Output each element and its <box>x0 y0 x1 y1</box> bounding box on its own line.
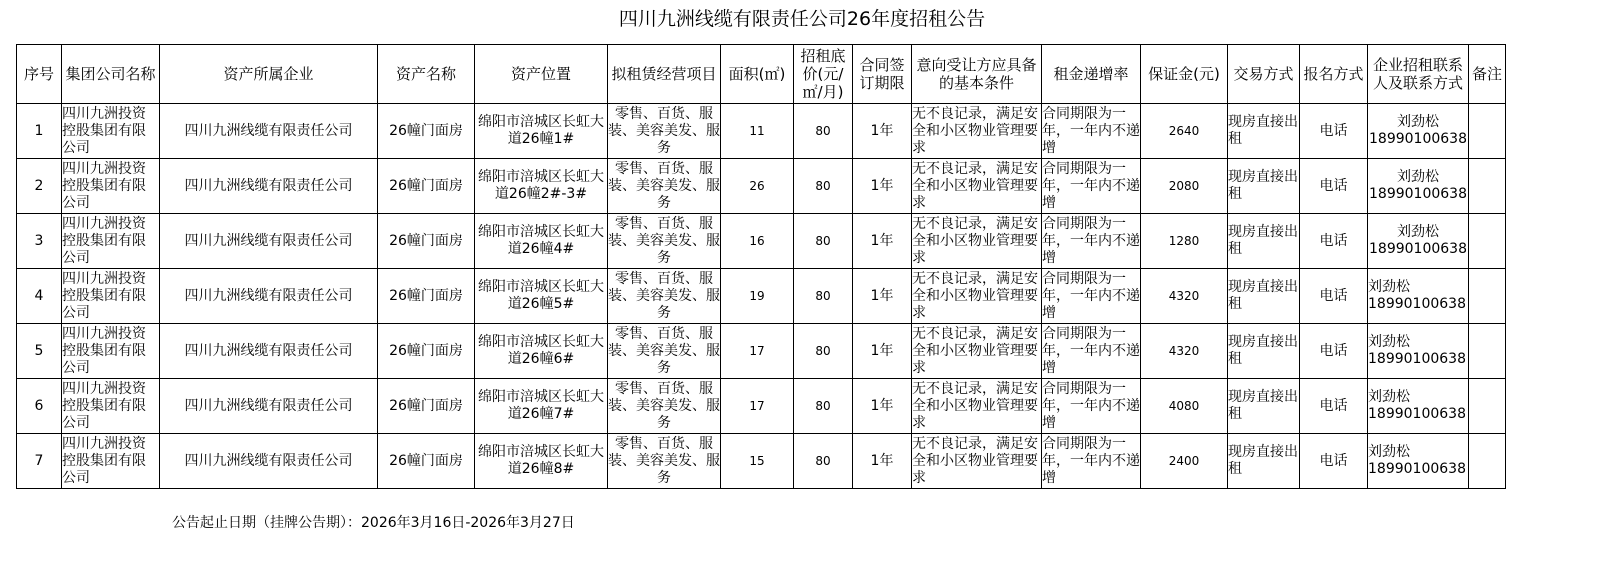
contact-name: 刘劲松 <box>1397 169 1439 185</box>
cell-price: 80 <box>794 434 853 489</box>
cell-trade: 现房直接出租 <box>1228 434 1300 489</box>
cell-trade: 现房直接出租 <box>1228 379 1300 434</box>
cell-asset: 26幢门面房 <box>378 434 475 489</box>
cell-contact <box>1368 324 1469 379</box>
cell-signup: 电话 <box>1300 104 1368 159</box>
contact-name: 刘劲松 <box>1368 334 1410 350</box>
cell-note <box>1469 159 1506 214</box>
cell-price: 80 <box>794 379 853 434</box>
cell-no: 3 <box>17 214 62 269</box>
cell-price: 80 <box>794 159 853 214</box>
cell-group: 四川九洲投资控股集团有限公司 <box>62 434 160 489</box>
cell-signup: 电话 <box>1300 324 1368 379</box>
cell-conditions: 无不良记录，满足安全和小区物业管理要求 <box>912 159 1042 214</box>
cell-asset: 26幢门面房 <box>378 324 475 379</box>
cell-price: 80 <box>794 324 853 379</box>
cell-deposit: 2640 <box>1141 104 1228 159</box>
cell-company: 四川九洲线缆有限责任公司 <box>160 214 378 269</box>
cell-note <box>1469 104 1506 159</box>
header-business: 拟租赁经营项目 <box>608 45 721 104</box>
cell-note <box>1469 434 1506 489</box>
cell-trade: 现房直接出租 <box>1228 214 1300 269</box>
cell-asset: 26幢门面房 <box>378 214 475 269</box>
cell-term: 1年 <box>853 379 912 434</box>
contact-name: 刘劲松 <box>1397 114 1439 130</box>
cell-business: 零售、百货、服装、美容美发、服务 <box>608 324 721 379</box>
table-row <box>17 324 1506 379</box>
cell-conditions: 无不良记录，满足安全和小区物业管理要求 <box>912 214 1042 269</box>
header-term: 合同签订期限 <box>853 45 912 104</box>
cell-no: 1 <box>17 104 62 159</box>
header-company: 资产所属企业 <box>160 45 378 104</box>
cell-group: 四川九洲投资控股集团有限公司 <box>62 214 160 269</box>
table-header-row <box>17 45 1506 104</box>
contact-name: 刘劲松 <box>1368 389 1410 405</box>
header-note: 备注 <box>1469 45 1506 104</box>
cell-group: 四川九洲投资控股集团有限公司 <box>62 324 160 379</box>
cell-conditions: 无不良记录，满足安全和小区物业管理要求 <box>912 379 1042 434</box>
cell-term: 1年 <box>853 159 912 214</box>
cell-no: 2 <box>17 159 62 214</box>
cell-business: 零售、百货、服装、美容美发、服务 <box>608 379 721 434</box>
table-row <box>17 159 1506 214</box>
cell-contact <box>1368 214 1469 269</box>
cell-conditions: 无不良记录，满足安全和小区物业管理要求 <box>912 104 1042 159</box>
cell-asset: 26幢门面房 <box>378 104 475 159</box>
cell-area: 19 <box>721 269 794 324</box>
contact-phone: 18990100638 <box>1369 131 1467 147</box>
cell-note <box>1469 379 1506 434</box>
cell-company: 四川九洲线缆有限责任公司 <box>160 104 378 159</box>
cell-no: 5 <box>17 324 62 379</box>
cell-signup: 电话 <box>1300 214 1368 269</box>
cell-increase: 合同期限为一年，一年内不递增 <box>1042 324 1141 379</box>
header-location: 资产位置 <box>475 45 608 104</box>
cell-area: 17 <box>721 324 794 379</box>
table-row <box>17 104 1506 159</box>
cell-company: 四川九洲线缆有限责任公司 <box>160 379 378 434</box>
cell-location: 绵阳市涪城区长虹大道26幢1# <box>475 104 608 159</box>
cell-price: 80 <box>794 214 853 269</box>
page-title: 四川九洲线缆有限责任公司26年度招租公告 <box>618 8 986 30</box>
cell-note <box>1469 269 1506 324</box>
cell-group: 四川九洲投资控股集团有限公司 <box>62 379 160 434</box>
table-row <box>17 214 1506 269</box>
cell-price: 80 <box>794 104 853 159</box>
header-deposit: 保证金(元) <box>1141 45 1228 104</box>
cell-conditions: 无不良记录，满足安全和小区物业管理要求 <box>912 269 1042 324</box>
header-trade: 交易方式 <box>1228 45 1300 104</box>
contact-phone: 18990100638 <box>1368 461 1466 477</box>
announcement-period: 公告起止日期（挂牌公告期）：2026年3月16日-2026年3月27日 <box>172 515 575 531</box>
cell-increase: 合同期限为一年，一年内不递增 <box>1042 269 1141 324</box>
cell-deposit: 1280 <box>1141 214 1228 269</box>
cell-group: 四川九洲投资控股集团有限公司 <box>62 159 160 214</box>
cell-company: 四川九洲线缆有限责任公司 <box>160 269 378 324</box>
cell-company: 四川九洲线缆有限责任公司 <box>160 324 378 379</box>
contact-phone: 18990100638 <box>1369 241 1467 257</box>
cell-term: 1年 <box>853 324 912 379</box>
cell-increase: 合同期限为一年，一年内不递增 <box>1042 379 1141 434</box>
cell-location: 绵阳市涪城区长虹大道26幢2#-3# <box>475 159 608 214</box>
cell-deposit: 4320 <box>1141 269 1228 324</box>
cell-location: 绵阳市涪城区长虹大道26幢6# <box>475 324 608 379</box>
rental-table <box>16 44 1506 489</box>
cell-trade: 现房直接出租 <box>1228 324 1300 379</box>
cell-signup: 电话 <box>1300 379 1368 434</box>
cell-note <box>1469 214 1506 269</box>
cell-company: 四川九洲线缆有限责任公司 <box>160 159 378 214</box>
contact-phone: 18990100638 <box>1369 186 1467 202</box>
cell-business: 零售、百货、服装、美容美发、服务 <box>608 269 721 324</box>
cell-signup: 电话 <box>1300 159 1368 214</box>
cell-increase: 合同期限为一年，一年内不递增 <box>1042 214 1141 269</box>
cell-no: 7 <box>17 434 62 489</box>
cell-no: 4 <box>17 269 62 324</box>
cell-area: 16 <box>721 214 794 269</box>
header-price: 招租底价(元/㎡/月) <box>794 45 853 104</box>
cell-group: 四川九洲投资控股集团有限公司 <box>62 104 160 159</box>
cell-asset: 26幢门面房 <box>378 379 475 434</box>
cell-term: 1年 <box>853 214 912 269</box>
contact-phone: 18990100638 <box>1368 406 1466 422</box>
contact-name: 刘劲松 <box>1397 224 1439 240</box>
cell-location: 绵阳市涪城区长虹大道26幢7# <box>475 379 608 434</box>
table-row <box>17 434 1506 489</box>
cell-note <box>1469 324 1506 379</box>
cell-business: 零售、百货、服装、美容美发、服务 <box>608 434 721 489</box>
header-conditions: 意向受让方应具备的基本条件 <box>912 45 1042 104</box>
cell-area: 26 <box>721 159 794 214</box>
cell-asset: 26幢门面房 <box>378 269 475 324</box>
header-no: 序号 <box>17 45 62 104</box>
header-group: 集团公司名称 <box>62 45 160 104</box>
table-row <box>17 269 1506 324</box>
cell-price: 80 <box>794 269 853 324</box>
cell-deposit: 4320 <box>1141 324 1228 379</box>
cell-contact <box>1368 159 1469 214</box>
cell-term: 1年 <box>853 269 912 324</box>
cell-business: 零售、百货、服装、美容美发、服务 <box>608 104 721 159</box>
table-row <box>17 379 1506 434</box>
cell-no: 6 <box>17 379 62 434</box>
cell-increase: 合同期限为一年，一年内不递增 <box>1042 104 1141 159</box>
cell-area: 11 <box>721 104 794 159</box>
cell-deposit: 2400 <box>1141 434 1228 489</box>
header-area: 面积(㎡) <box>721 45 794 104</box>
cell-increase: 合同期限为一年，一年内不递增 <box>1042 159 1141 214</box>
cell-signup: 电话 <box>1300 269 1368 324</box>
cell-contact <box>1368 379 1469 434</box>
cell-location: 绵阳市涪城区长虹大道26幢8# <box>475 434 608 489</box>
cell-signup: 电话 <box>1300 434 1368 489</box>
cell-contact <box>1368 434 1469 489</box>
cell-conditions: 无不良记录，满足安全和小区物业管理要求 <box>912 434 1042 489</box>
contact-phone: 18990100638 <box>1368 351 1466 367</box>
cell-trade: 现房直接出租 <box>1228 104 1300 159</box>
cell-trade: 现房直接出租 <box>1228 159 1300 214</box>
cell-asset: 26幢门面房 <box>378 159 475 214</box>
cell-company: 四川九洲线缆有限责任公司 <box>160 434 378 489</box>
cell-contact <box>1368 104 1469 159</box>
contact-phone: 18990100638 <box>1368 296 1466 312</box>
cell-term: 1年 <box>853 104 912 159</box>
contact-name: 刘劲松 <box>1368 279 1410 295</box>
cell-business: 零售、百货、服装、美容美发、服务 <box>608 159 721 214</box>
cell-contact <box>1368 269 1469 324</box>
cell-deposit: 2080 <box>1141 159 1228 214</box>
cell-location: 绵阳市涪城区长虹大道26幢4# <box>475 214 608 269</box>
cell-increase: 合同期限为一年，一年内不递增 <box>1042 434 1141 489</box>
cell-trade: 现房直接出租 <box>1228 269 1300 324</box>
header-asset: 资产名称 <box>378 45 475 104</box>
cell-area: 15 <box>721 434 794 489</box>
header-increase: 租金递增率 <box>1042 45 1141 104</box>
header-contact: 企业招租联系人及联系方式 <box>1368 45 1469 104</box>
contact-name: 刘劲松 <box>1368 444 1410 460</box>
header-signup: 报名方式 <box>1300 45 1368 104</box>
cell-area: 17 <box>721 379 794 434</box>
cell-deposit: 4080 <box>1141 379 1228 434</box>
cell-location: 绵阳市涪城区长虹大道26幢5# <box>475 269 608 324</box>
cell-business: 零售、百货、服装、美容美发、服务 <box>608 214 721 269</box>
cell-group: 四川九洲投资控股集团有限公司 <box>62 269 160 324</box>
cell-conditions: 无不良记录，满足安全和小区物业管理要求 <box>912 324 1042 379</box>
cell-term: 1年 <box>853 434 912 489</box>
